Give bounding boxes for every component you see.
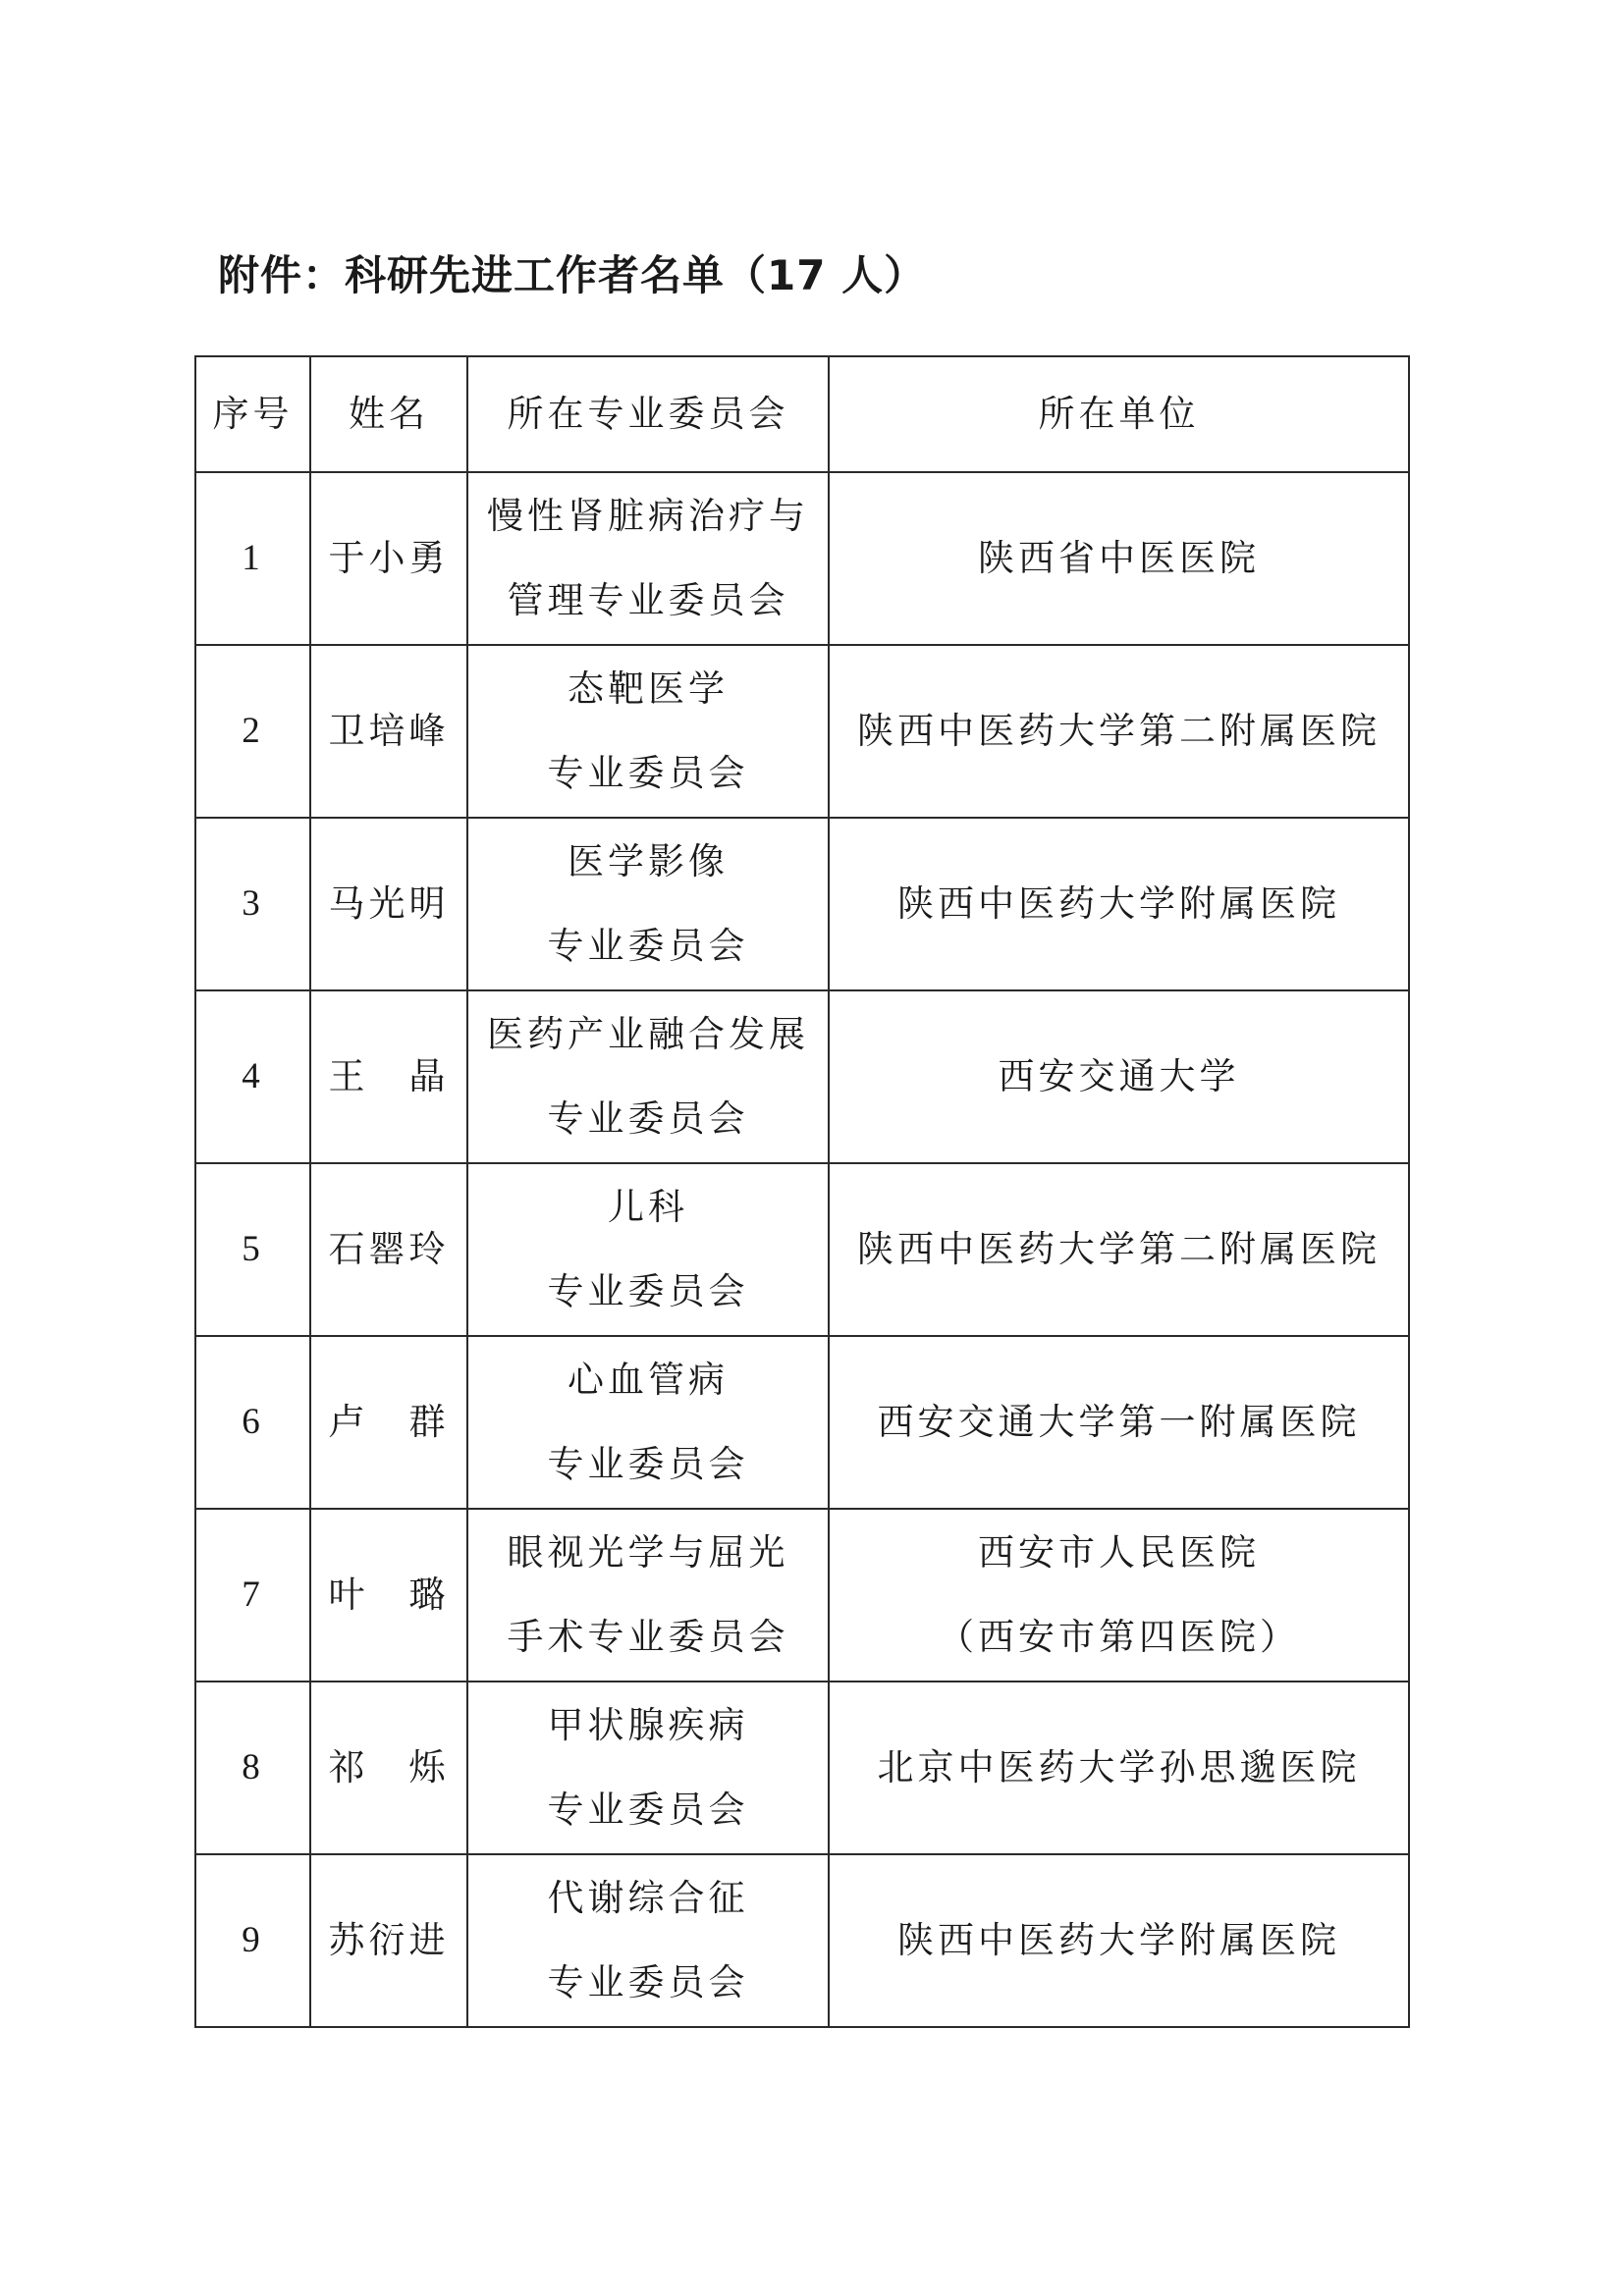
committee-cell: 代谢综合征 专业委员会	[467, 1854, 829, 2027]
committee-cell: 儿科 专业委员会	[467, 1163, 829, 1336]
roster-table	[194, 355, 1410, 2028]
person-name: 苏衍进	[310, 1854, 467, 2027]
page-title: 附件：科研先进工作者名单（17 人）	[218, 251, 927, 299]
table-row	[195, 645, 1409, 818]
unit-cell: 陕西中医药大学附属医院	[829, 1854, 1409, 2027]
table-row	[195, 472, 1409, 645]
table-row	[195, 1854, 1409, 2027]
committee-cell: 态靶医学 专业委员会	[467, 645, 829, 818]
committee-cell: 甲状腺疾病 专业委员会	[467, 1682, 829, 1854]
person-name: 王 晶	[310, 990, 467, 1163]
person-name: 马光明	[310, 818, 467, 990]
table-header-row	[195, 356, 1409, 472]
person-name: 叶 璐	[310, 1509, 467, 1682]
table-row	[195, 990, 1409, 1163]
table-row	[195, 1336, 1409, 1509]
header-unit: 所在单位	[829, 356, 1409, 472]
unit-cell: 西安交通大学第一附属医院	[829, 1336, 1409, 1509]
table-row	[195, 1682, 1409, 1854]
person-name: 于小勇	[310, 472, 467, 645]
table-row	[195, 1509, 1409, 1682]
unit-cell: 北京中医药大学孙思邈医院	[829, 1682, 1409, 1854]
committee-cell: 慢性肾脏病治疗与 管理专业委员会	[467, 472, 829, 645]
person-name: 卢 群	[310, 1336, 467, 1509]
unit-cell: 陕西省中医医院	[829, 472, 1409, 645]
unit-cell: 西安交通大学	[829, 990, 1409, 1163]
person-name: 石罂玲	[310, 1163, 467, 1336]
header-committee: 所在专业委员会	[467, 356, 829, 472]
row-number: 3	[195, 818, 310, 990]
row-number: 7	[195, 1509, 310, 1682]
table-row	[195, 1163, 1409, 1336]
unit-cell: 西安市人民医院 （西安市第四医院）	[829, 1509, 1409, 1682]
row-number: 1	[195, 472, 310, 645]
row-number: 5	[195, 1163, 310, 1336]
unit-cell: 陕西中医药大学第二附属医院	[829, 645, 1409, 818]
header-name: 姓名	[310, 356, 467, 472]
person-name: 卫培峰	[310, 645, 467, 818]
row-number: 9	[195, 1854, 310, 2027]
row-number: 2	[195, 645, 310, 818]
unit-cell: 陕西中医药大学第二附属医院	[829, 1163, 1409, 1336]
committee-cell: 眼视光学与屈光 手术专业委员会	[467, 1509, 829, 1682]
unit-cell: 陕西中医药大学附属医院	[829, 818, 1409, 990]
row-number: 6	[195, 1336, 310, 1509]
person-name: 祁 烁	[310, 1682, 467, 1854]
committee-cell: 医学影像 专业委员会	[467, 818, 829, 990]
row-number: 8	[195, 1682, 310, 1854]
header-no: 序号	[195, 356, 310, 472]
table-row	[195, 818, 1409, 990]
committee-cell: 心血管病 专业委员会	[467, 1336, 829, 1509]
committee-cell: 医药产业融合发展 专业委员会	[467, 990, 829, 1163]
row-number: 4	[195, 990, 310, 1163]
